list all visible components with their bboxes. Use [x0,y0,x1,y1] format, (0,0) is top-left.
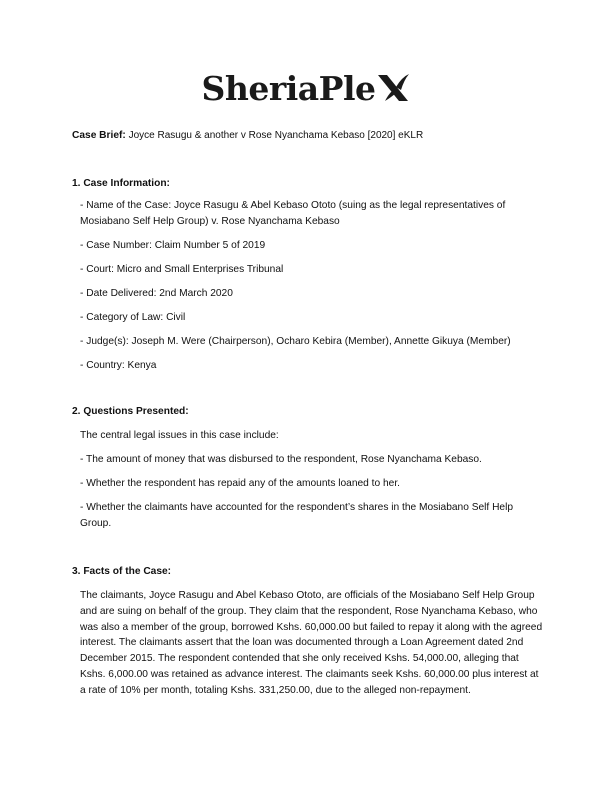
case-name: - Name of the Case: Joyce Rasugu & Abel Kebaso Ototo (suing as the legal representatives of Mosiabano Self Help Group) v. Rose Nyanchama Kebaso [80,200,506,227]
question-item: - Whether the respondent has repaid any of the amounts loaned to her. [80,478,400,489]
logo-wordmark: SheriaPle [201,69,376,108]
logo-x-icon [376,71,410,105]
case-number: - Case Number: Claim Number 5 of 2019 [80,240,266,251]
case-category: - Category of Law: Civil [80,312,186,323]
question-item: - Whether the claimants have accounted for the respondent’s shares in the Mosiabano Self Help Group. [80,502,514,529]
case-country: - Country: Kenya [80,360,157,371]
case-brief-label: Case Brief: [72,130,126,141]
section-heading-questions: 2. Questions Presented: [72,406,189,417]
section-heading-case-information: 1. Case Information: [72,178,170,189]
question-item: - The amount of money that was disbursed to the respondent, Rose Nyanchama Kebaso. [80,454,482,465]
section-heading-facts: 3. Facts of the Case: [72,566,172,577]
facts-paragraph: The claimants, Joyce Rasugu and Abel Kebaso Ototo, are officials of the Mosiabano Self Help Group and are suing on behalf of the group. They claim that the respondent, Rose Nyanchama Kebaso, who was also a member of the group, borrowed Kshs. 60,000.00 but failed to repay it along with the agreed interest. The claimants assert that the loan was documented through a Loan Agreement dated 2nd December 2015. The respondent contended that she only received Kshs. 54,000.00, alleging that Kshs. 6,000.00 was retained as advance interest. The claimants seek Kshs. 60,000.00 plus interest at a rate of 10% per month, totaling Kshs. 331,250.00, due to the alleged non-repayment. [80,590,543,696]
questions-intro: The central legal issues in this case include: [80,430,279,441]
case-court: - Court: Micro and Small Enterprises Tribunal [80,264,284,275]
case-brief-line [72,130,423,142]
case-date: - Date Delivered: 2nd March 2020 [80,288,233,299]
case-judges: - Judge(s): Joseph M. Were (Chairperson), Ocharo Kebira (Member), Annette Gikuya (Member) [80,336,511,347]
case-brief-title: Joyce Rasugu & another v Rose Nyanchama Kebaso [2020] eKLR [125,130,424,141]
sheriaplex-logo [0,69,612,108]
